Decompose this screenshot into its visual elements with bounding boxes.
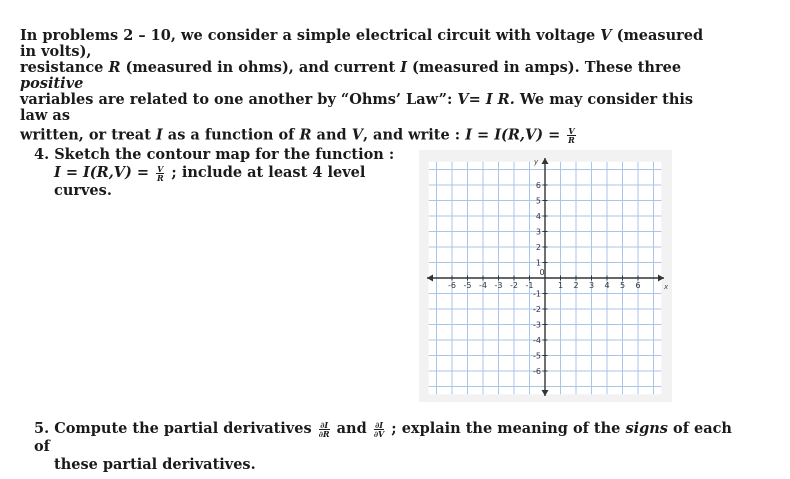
intro-text: (measured in amps). These three — [407, 59, 682, 76]
positive-emphasis: positive — [20, 75, 84, 92]
problem-number: 4. — [34, 146, 50, 163]
function-expression: I = I(R,V) = — [54, 164, 150, 181]
y-tick-label: 3 — [535, 227, 541, 237]
fraction-numerator: V — [157, 163, 164, 174]
x-tick-label: -3 — [494, 281, 503, 290]
y-tick-label: -6 — [533, 367, 541, 376]
intro-line-3 — [20, 92, 720, 124]
intro-text: and — [311, 126, 352, 144]
y-tick-label: -1 — [533, 289, 541, 299]
intro-text: variables are related to one another by “Ohms’ Law”: — [20, 91, 458, 108]
problem-text: ; explain the meaning of the — [386, 420, 626, 437]
problem-4 — [34, 146, 414, 200]
intro-text: as a function of — [162, 126, 300, 144]
intro-text: (measured in volts), — [20, 27, 704, 60]
y-tick-label: 6 — [535, 181, 541, 190]
y-tick-label: 1 — [535, 258, 541, 268]
intro-text: , and write : — [362, 126, 466, 144]
x-tick-label: 6 — [635, 281, 641, 290]
y-tick-label: -5 — [533, 351, 541, 361]
intro-paragraph — [20, 28, 720, 144]
var-v: V — [351, 126, 363, 144]
function-expression: I = I(R,V) = — [465, 126, 561, 144]
problem-number: 5. — [34, 420, 50, 437]
y-tick-label: -4 — [533, 336, 541, 345]
intro-text: resistance — [20, 59, 109, 76]
fraction-denominator: R — [156, 172, 164, 183]
fraction-denominator: ∂R — [318, 428, 330, 439]
y-tick-label: -3 — [533, 320, 541, 330]
y-axis-label: y — [534, 158, 539, 166]
x-tick-label: 5 — [619, 281, 626, 290]
x-tick-label: -6 — [448, 281, 456, 290]
problem-text: Compute the partial derivatives — [54, 420, 317, 437]
var-i: I — [400, 59, 407, 76]
problem-text: of each of — [34, 420, 732, 455]
problem-4-line-2 — [34, 164, 414, 200]
x-tick-label: 4 — [604, 281, 610, 290]
fraction-numerator: V — [568, 126, 575, 136]
x-tick-label: -2 — [510, 281, 518, 290]
var-v: V — [600, 27, 612, 44]
signs-emphasis: signs — [625, 420, 668, 437]
intro-text: In problems 2 – 10, we consider a simple electrical circuit with voltage — [20, 27, 601, 44]
x-tick-label: 0 — [539, 268, 545, 277]
problem-5 — [34, 420, 734, 474]
y-tick-label: 2 — [535, 243, 541, 252]
x-tick-label: -4 — [479, 281, 487, 290]
partial-i-r — [319, 421, 330, 438]
problem-text: these partial derivatives. — [54, 456, 256, 473]
intro-line-1 — [20, 28, 720, 60]
intro-line-2 — [20, 60, 720, 92]
intro-text: We may consider this law as — [20, 91, 694, 124]
x-tick-label: 2 — [573, 281, 579, 290]
y-tick-label: -2 — [533, 305, 541, 314]
x-axis-label: x — [664, 283, 669, 291]
y-tick-label: 5 — [535, 196, 541, 206]
var-r: R — [108, 59, 121, 76]
fraction-numerator: ∂I — [375, 419, 384, 430]
fraction-v-over-r — [567, 127, 575, 144]
fraction-denominator: R — [568, 135, 575, 145]
x-tick-label: 3 — [588, 281, 595, 290]
y-tick-label: 4 — [535, 212, 541, 221]
problem-text: ; include at least 4 level curves. — [54, 164, 366, 199]
intro-text: written, or treat — [20, 126, 156, 144]
problem-text: Sketch the contour map for the function : — [54, 146, 395, 163]
fraction-v-over-r — [156, 165, 164, 182]
var-r: R — [299, 126, 312, 144]
x-tick-label: 1 — [557, 281, 564, 290]
x-tick-label: -1 — [525, 281, 534, 290]
ohms-law: V= I R. — [457, 91, 515, 108]
y-axis-arrow-up-icon — [542, 158, 549, 164]
x-tick-label: -5 — [463, 281, 472, 290]
var-i: I — [155, 126, 163, 144]
partial-i-v — [374, 421, 384, 438]
intro-line-4 — [20, 127, 720, 144]
problem-text: and — [331, 420, 372, 437]
coordinate-grid-panel — [419, 150, 672, 402]
fraction-numerator: ∂I — [320, 419, 329, 430]
fraction-denominator: ∂V — [373, 428, 385, 439]
intro-text: (measured in ohms), and current — [120, 59, 401, 76]
coordinate-grid — [419, 150, 672, 402]
